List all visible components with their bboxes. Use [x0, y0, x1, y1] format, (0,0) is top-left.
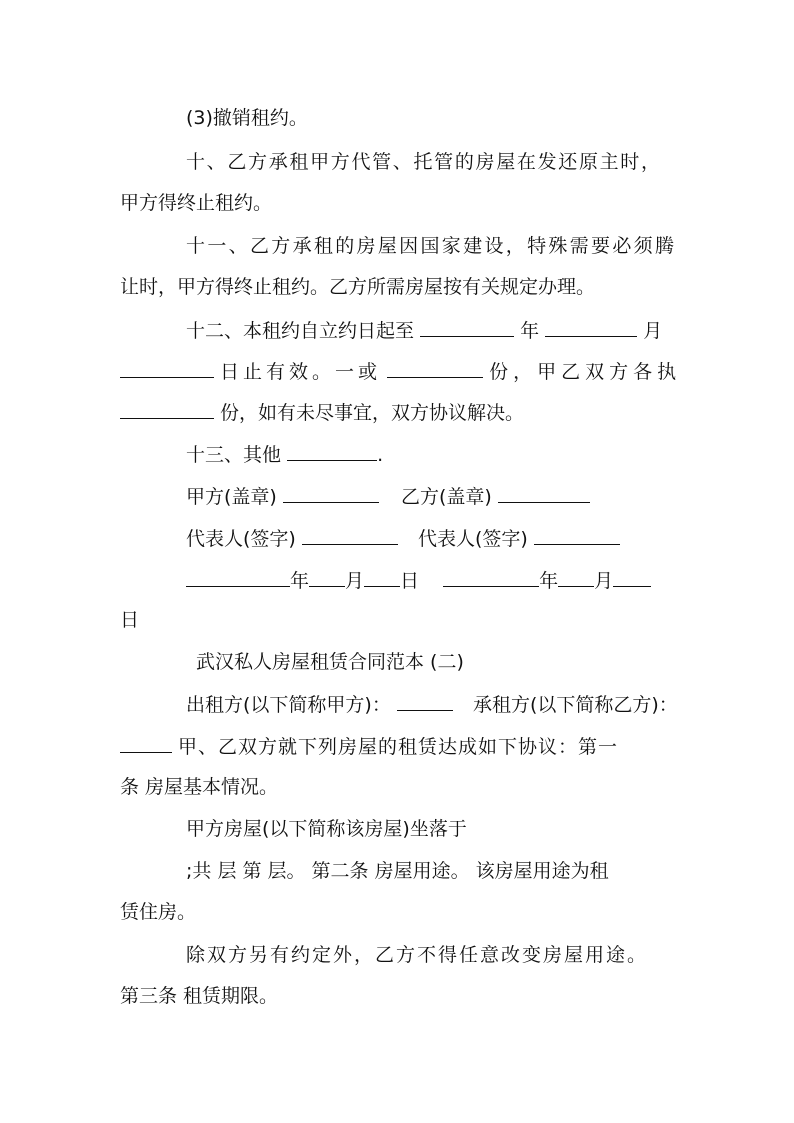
- fill-in-blank: [558, 568, 594, 587]
- lessee-label: 承租方(以下简称乙方)：: [472, 694, 678, 716]
- paragraph-line: [186, 859, 746, 883]
- party-a-seal-label: 甲方(盖章): [186, 486, 277, 508]
- paragraph-line: [186, 817, 746, 841]
- fill-in-blank: [186, 568, 290, 587]
- clause-text: (3)撤销租约。: [186, 107, 308, 129]
- signature-line: [186, 484, 746, 509]
- paragraph-line: [186, 106, 746, 130]
- clause-twelve-text: 十二、本租约自立约日起至: [186, 320, 415, 342]
- representative-a-label: 代表人(签字): [186, 528, 296, 550]
- usage-restriction-text: 除双方另有约定外，乙方不得任意改变房屋用途。: [186, 944, 649, 966]
- clause-eleven-text: 十一、乙方承租的房屋因国家建设，特殊需要必须腾: [186, 235, 674, 257]
- fill-in-blank: [120, 359, 214, 378]
- lessor-label: 出租方(以下简称甲方)：: [186, 694, 391, 716]
- month-label: 月: [594, 570, 614, 592]
- agreement-text: 甲、乙双方就下列房屋的租赁达成如下协议：第一: [178, 736, 619, 758]
- fill-in-blank: [420, 318, 514, 337]
- paragraph-line: [186, 234, 674, 258]
- year-label: 年: [539, 570, 559, 592]
- party-b-seal-label: 乙方(盖章): [400, 486, 492, 508]
- day-label: 日: [120, 609, 140, 631]
- clause-text: 甲方得终止租约。: [120, 192, 273, 214]
- paragraph-line: [186, 318, 746, 343]
- clause-text: 份，甲乙双方各执: [489, 361, 682, 383]
- year-label: 年: [290, 570, 310, 592]
- document-title: 武汉私人房屋租赁合同范本 (二): [196, 651, 464, 673]
- fill-in-blank: [387, 359, 483, 378]
- clause-text: 日止有效。一或: [220, 361, 382, 383]
- fill-in-blank: [283, 484, 379, 503]
- paragraph-line: [120, 191, 680, 215]
- property-location-text: 甲方房屋(以下简称该房屋)坐落于: [186, 818, 467, 840]
- fill-in-blank: [498, 484, 590, 503]
- paragraph-line: [186, 692, 746, 717]
- representative-b-label: 代表人(签字): [417, 528, 528, 550]
- clause-text: 赁住房。: [120, 901, 197, 923]
- property-use-text: ;共 层 第 层。 第二条 房屋用途。 该房屋用途为租: [186, 860, 609, 882]
- date-line: [120, 608, 680, 632]
- date-line: [186, 568, 746, 593]
- paragraph-line: [120, 984, 680, 1008]
- day-label: 日: [400, 570, 420, 592]
- fill-in-blank: [397, 692, 453, 711]
- article-heading: 第三条 租赁期限。: [120, 985, 279, 1007]
- paragraph-line: [186, 150, 660, 174]
- paragraph-line: [186, 442, 746, 467]
- paragraph-line: [120, 775, 680, 799]
- year-label: 年: [520, 320, 540, 342]
- month-label: 月: [643, 320, 663, 342]
- paragraph-line: [120, 400, 680, 425]
- clause-text: 让时，甲方得终止租约。乙方所需房屋按有关规定办理。: [120, 276, 596, 298]
- fill-in-blank: [120, 400, 214, 419]
- fill-in-blank: [309, 568, 345, 587]
- paragraph-line: [120, 900, 680, 924]
- paragraph-line: [120, 359, 680, 384]
- paragraph-line: [186, 943, 746, 967]
- fill-in-blank: [287, 442, 377, 461]
- fill-in-blank: [545, 318, 637, 337]
- clause-thirteen-text: 十三、其他: [186, 444, 282, 466]
- clause-text: 份，如有未尽事宜，双方协议解决。: [220, 402, 525, 424]
- signature-line: [186, 526, 746, 551]
- paragraph-line: [120, 734, 680, 759]
- fill-in-blank: [613, 568, 651, 587]
- fill-in-blank: [120, 734, 172, 753]
- clause-ten-text: 十、乙方承租甲方代管、托管的房屋在发还原主时，: [186, 151, 660, 173]
- fill-in-blank: [364, 568, 400, 587]
- fill-in-blank: [534, 526, 620, 545]
- section-title: [196, 650, 756, 674]
- fill-in-blank: [302, 526, 398, 545]
- paragraph-line: [120, 275, 680, 299]
- fill-in-blank: [443, 568, 539, 587]
- period-mark: .: [377, 444, 384, 466]
- article-heading: 条 房屋基本情况。: [120, 776, 279, 798]
- month-label: 月: [345, 570, 365, 592]
